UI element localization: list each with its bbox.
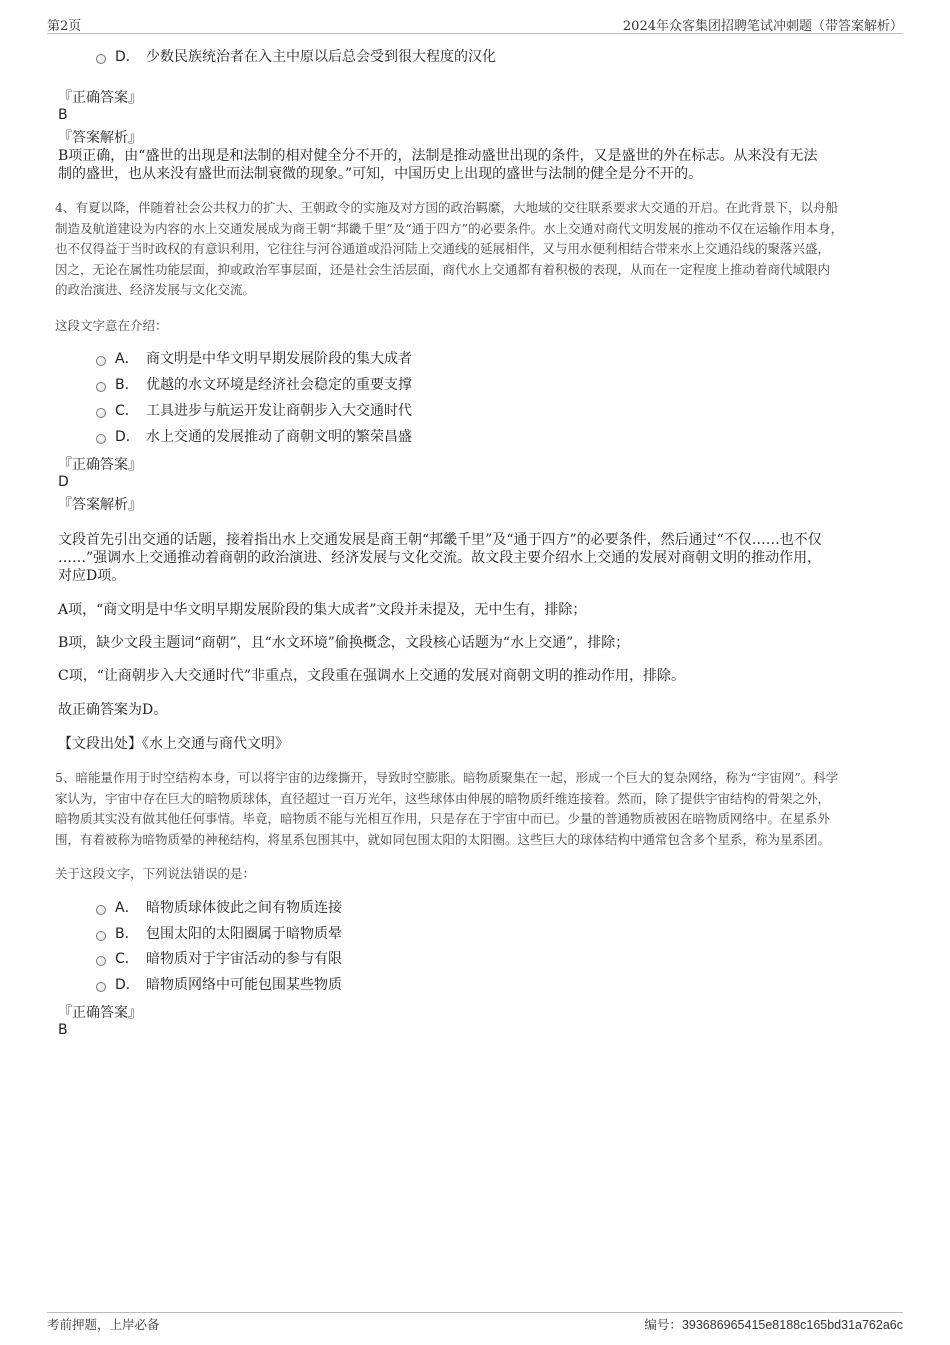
passage-line: 围，有着被称为暗物质晕的神秘结构，将星系包围其中，就如同包围太阳的太阳圈。这些巨大的球体结构中通常包含多个星系，称为星系团。 bbox=[55, 831, 831, 847]
analysis-label: 『答案解析』 bbox=[58, 130, 142, 146]
option-letter: B． bbox=[115, 926, 139, 942]
passage-line: 家认为，宇宙中存在巨大的暗物质球体，直径超过一百万光年，这些球体由伸展的暗物质纤维连接着。然而，除了提供宇宙结构的骨架之外， bbox=[55, 790, 831, 806]
radio-icon[interactable] bbox=[96, 905, 106, 915]
option-letter: C． bbox=[115, 951, 139, 967]
answer-label: 『正确答案』 bbox=[58, 1005, 142, 1021]
question5-passage bbox=[55, 768, 895, 850]
analysis-line: 文段首先引出交通的话题，接着指出水上交通发展是商王朝“邦畿千里”及“通于四方”的必要条件，然后通过“不仅……也不仅 bbox=[58, 532, 822, 548]
radio-icon[interactable] bbox=[96, 434, 106, 444]
analysis-conclusion: 故正确答案为D。 bbox=[58, 702, 168, 718]
analysis-line: B项正确，由“盛世的出现是和法制的相对健全分不开的，法制是推动盛世出现的条件，又是盛世的外在标志。从来没有无法 bbox=[58, 148, 818, 164]
footer-slogan: 考前押题，上岸必备 bbox=[47, 1317, 160, 1332]
radio-icon[interactable] bbox=[96, 356, 106, 366]
option-letter: A． bbox=[115, 900, 139, 916]
analysis-label: 『答案解析』 bbox=[58, 497, 142, 513]
radio-icon[interactable] bbox=[96, 982, 106, 992]
source-label: 【文段出处】 bbox=[58, 736, 142, 752]
option-text: 暗物质球体彼此之间有物质连接 bbox=[146, 900, 342, 916]
option-letter: B． bbox=[115, 377, 139, 393]
analysis-option-c: C项，“让商朝步入大交通时代”非重点，文段重在强调水上交通的发展对商朝文明的推动作用，排除。 bbox=[58, 668, 686, 684]
option-letter: A． bbox=[115, 351, 139, 367]
option-letter: C． bbox=[115, 403, 139, 419]
analysis-line: 制的盛世，也从来没有盛世而法制衰微的现象。”可知，中国历史上出现的盛世与法制的健全是分不开的。 bbox=[58, 166, 703, 182]
question4-passage bbox=[55, 198, 895, 301]
analysis-line: 对应D项。 bbox=[58, 568, 126, 584]
passage-line: 也不仅得益于当时政权的有意识利用，它往往与河谷通道或沿河陆上交通线的延展相伴，又与用水便利相结合带来水上交通沿线的聚落兴盛， bbox=[55, 241, 831, 256]
answer-value: B bbox=[58, 107, 68, 123]
option-text: 商文明是中华文明早期发展阶段的集大成者 bbox=[146, 351, 412, 367]
source-title: 《水上交通与商代文明》 bbox=[142, 736, 289, 752]
answer-label: 『正确答案』 bbox=[58, 90, 142, 106]
page-footer bbox=[47, 1312, 903, 1334]
passage-line: 制造及航道建设为内容的水上交通发展成为商王朝“邦畿千里”及“通于四方”的必要条件。水上交通对商代文明发展的推动不仅在运输作用本身， bbox=[55, 220, 844, 236]
answer-value: D bbox=[58, 474, 69, 490]
document-title: 2024年众客集团招聘笔试冲刺题（带答案解析） bbox=[622, 19, 903, 34]
option-letter: D． bbox=[115, 977, 140, 993]
option-letter: D． bbox=[115, 49, 140, 65]
option-text: 少数民族统治者在入主中原以后总会受到很大程度的汉化 bbox=[146, 49, 496, 65]
radio-icon[interactable] bbox=[96, 408, 106, 418]
radio-icon[interactable] bbox=[96, 54, 106, 64]
code-label: 编号： bbox=[644, 1317, 682, 1332]
radio-icon[interactable] bbox=[96, 382, 106, 392]
option-text: 包围太阳的太阳圈属于暗物质晕 bbox=[146, 926, 342, 942]
question4-prompt: 这段文字意在介绍： bbox=[55, 318, 168, 333]
option-text: 暗物质对于宇宙活动的参与有限 bbox=[146, 951, 342, 967]
analysis-option-a: A项，“商文明是中华文明早期发展阶段的集大成者”文段并未提及，无中生有，排除； bbox=[58, 602, 587, 618]
passage-line: 因之，无论在属性功能层面，抑或政治军事层面，还是社会生活层面，商代水上交通都有着积极的表现，从而在一定程度上推动着商代域限内 bbox=[55, 261, 831, 277]
answer-label: 『正确答案』 bbox=[58, 457, 142, 473]
analysis-main bbox=[58, 531, 890, 585]
analysis-line: ……”强调水上交通推动着商朝的政治演进、经济发展与文化交流。故文段主要介绍水上交通的发展对商朝文明的推动作用， bbox=[58, 550, 822, 566]
option-text: 暗物质网络中可能包围某些物质 bbox=[146, 977, 342, 993]
option-text: 工具进步与航运开发让商朝步入大交通时代 bbox=[146, 403, 412, 419]
passage-line: 5、暗能量作用于时空结构本身，可以将宇宙的边缘撕开，导致时空膨胀。暗物质聚集在一起，形成一个巨大的复杂网络，称为“宇宙网”。科学 bbox=[55, 770, 839, 785]
page-number: 第2页 bbox=[47, 19, 82, 34]
option-text: 优越的水文环境是经济社会稳定的重要支撑 bbox=[146, 377, 412, 393]
radio-icon[interactable] bbox=[96, 956, 106, 966]
question5-prompt: 关于这段文字，下列说法错误的是： bbox=[55, 866, 256, 881]
page-header bbox=[47, 14, 903, 34]
analysis-option-b: B项，缺少文段主题词“商朝”，且“水文环境”偷换概念，文段核心话题为“水上交通”，排除； bbox=[58, 635, 630, 651]
answer-value: B bbox=[58, 1022, 68, 1038]
passage-line: 4、有夏以降，伴随着社会公共权力的扩大、王朝政令的实施及对方国的政治羁縻，大地域的交往联系要求大交通的开启。在此背景下，以舟船 bbox=[55, 200, 838, 215]
passage-line: 的政治演进、经济发展与文化交流。 bbox=[55, 282, 256, 297]
passage-line: 暗物质其实没有做其他任何事情。毕竟，暗物质不能与光相互作用，只是存在于宇宙中而已。少量的普通物质被困在暗物质网络中。在星系外 bbox=[55, 811, 831, 826]
code-value: 393686965415e8188c165bd31a762a6c bbox=[681, 1318, 903, 1332]
radio-icon[interactable] bbox=[96, 931, 106, 941]
document-code bbox=[644, 1315, 903, 1333]
option-letter: D． bbox=[115, 429, 140, 445]
source bbox=[58, 735, 289, 753]
option-text: 水上交通的发展推动了商朝文明的繁荣昌盛 bbox=[146, 429, 412, 445]
